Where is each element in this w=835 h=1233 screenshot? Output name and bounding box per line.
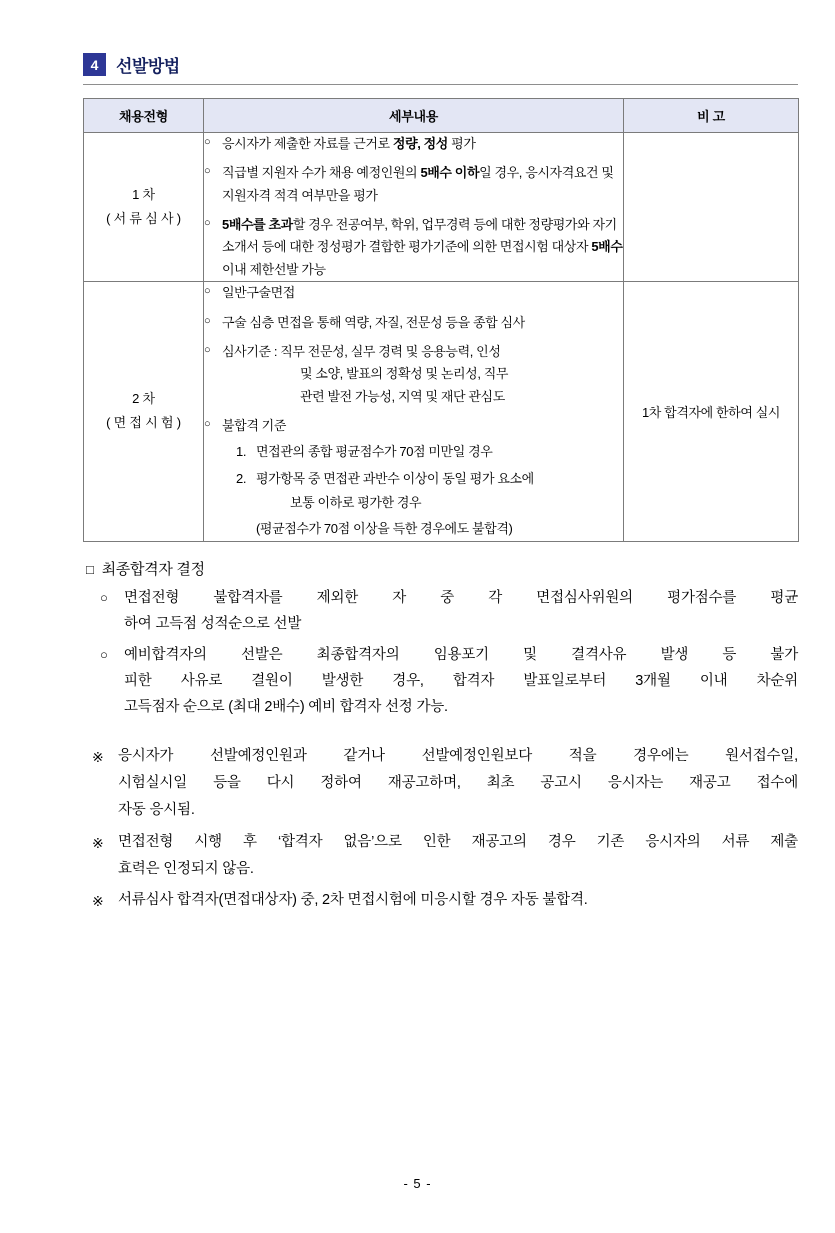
final-item-2-line3: 고득점자 순으로 (최대 2배수) 예비 합격자 선정 가능. <box>124 699 448 716</box>
item-text-post: 일 경우, 응시자격요건 및 지원자격 적격 여부만을 평가 <box>222 165 614 203</box>
final-item-1-line1: ○ 면접전형 불합격자를 제외한 자 중 각 면접심사위원의 평가점수를 평균 <box>124 589 798 606</box>
stage-1-label <box>84 133 204 282</box>
column-header-type: 채용전형 <box>84 99 204 133</box>
stage-2-line2: ( 면 접 시 험 ) <box>106 415 181 431</box>
item-text-bold: 5배수를 초과 <box>222 217 293 233</box>
list-item <box>236 468 623 515</box>
selection-method-table <box>83 98 799 542</box>
list-item <box>204 133 623 155</box>
list-item <box>204 162 623 207</box>
section-title: 선발방법 <box>116 57 180 76</box>
stage-2-line1: 2 차 <box>132 391 155 407</box>
final-item <box>86 585 798 638</box>
list-item: 면접관의 종합 평균점수가 70점 미만일 경우 <box>256 444 493 460</box>
column-header-remarks: 비 고 <box>624 99 799 133</box>
note-1-line1: ※ 응시자가 선발예정인원과 같거나 선발예정인원보다 적을 경우에는 원서접수일, <box>118 747 798 764</box>
square-bullet-icon: □ <box>86 561 94 577</box>
list-item <box>204 415 623 541</box>
note-2-line1: ※ 면접전형 시행 후 ‘합격자 없음’으로 인한 재공고의 경우 기존 응시자의 서류 제출 <box>118 833 798 850</box>
note-item <box>86 743 798 824</box>
stage-1-line2: ( 서 류 심 사 ) <box>106 211 181 227</box>
criteria-line2: 및 소양, 발표의 정확성 및 논리성, 직무 <box>300 366 509 382</box>
note-item <box>86 829 798 883</box>
final-selection-heading <box>86 558 798 579</box>
stage-1-details <box>204 133 624 282</box>
note-1-line3: 자동 응시됨. <box>118 801 195 818</box>
item-text-post: 평가 <box>447 136 476 151</box>
item-text-bold2: 5배수 <box>591 239 623 255</box>
list-item <box>204 341 623 408</box>
list-item <box>204 214 623 281</box>
document-page <box>0 52 835 1233</box>
criteria-line1: 심사기준 : 직무 전문성, 실무 경력 및 응용능력, 인성 <box>222 343 501 359</box>
fail-criteria-2-line1: 평가항목 중 면접관 과반수 이상이 동일 평가 요소에 <box>256 470 534 486</box>
final-selection-section <box>86 558 798 915</box>
final-item-2-line2: 피한 사유로 결원이 발생한 경우, 합격자 발표일로부터 3개월 이내 차순위 <box>124 672 798 689</box>
stage-2-remarks: 1차 합격자에 한하여 실시 <box>624 282 799 542</box>
section-number-badge: 4 <box>83 53 106 76</box>
note-2-line2: 효력은 인정되지 않음. <box>118 860 254 877</box>
list-item: ○ 구술 심층 면접을 통해 역량, 자질, 전문성 등을 종합 심사 <box>204 312 623 334</box>
fail-criteria-list <box>222 441 623 514</box>
fail-criteria-paren-note: (평균점수가 70점 이상을 득한 경우에도 불합격) <box>256 521 513 537</box>
heading-divider <box>83 84 798 85</box>
section-heading <box>83 52 787 77</box>
fail-criteria-label: 불합격 기준 <box>222 417 287 433</box>
note-3-line1: ※ 서류심사 합격자(면접대상자) 중, 2차 면접시험에 미응시할 경우 자동 불합격. <box>118 892 588 909</box>
note-1-line2: 시험실시일 등을 다시 정하여 재공고하며, 최초 공고시 응시자는 재공고 접수에 <box>118 774 798 791</box>
stage-1-remarks <box>624 133 799 282</box>
stage-1-list <box>204 133 623 281</box>
fail-criteria-2-line2: 보통 이하로 평가한 경우 <box>290 495 422 511</box>
table-header-row <box>84 99 799 133</box>
stage-2-details <box>204 282 624 542</box>
final-item-2-line1: ○ 예비합격자의 선발은 최종합격자의 임용포기 및 결격사유 발생 등 불가 <box>124 646 798 663</box>
section-spacer <box>86 725 798 743</box>
final-item <box>86 642 798 721</box>
list-item: ○ 일반구술면접 <box>204 282 623 304</box>
item-text-bold: 5배수 이하 <box>420 165 480 181</box>
note-item <box>86 887 798 914</box>
table-row <box>84 133 799 282</box>
final-item-1-line2: 하여 고득점 성적순으로 선발 <box>124 616 302 633</box>
table-row <box>84 282 799 542</box>
item-text-post: 할 경우 전공여부, 학위, 업무경력 등에 대한 정량평가와 자기소개서 등에 대한 정성평가 결합한 평가기준에 의한 면접시험 대상자 <box>222 217 617 255</box>
item-text-pre: 직급별 지원자 수가 채용 예정인원의 <box>222 165 421 181</box>
item-text-pre: 응시자가 제출한 자료를 근거로 <box>222 136 393 151</box>
page-number: - 5 - <box>403 1176 432 1191</box>
item-text-post2: 이내 제한선발 가능 <box>222 261 326 277</box>
item-text-bold: 정량, 정성 <box>392 136 448 151</box>
stage-2-list <box>204 282 623 541</box>
stage-1-line1: 1 차 <box>132 187 155 203</box>
criteria-line3: 관련 발전 가능성, 지역 및 재단 관심도 <box>300 388 505 404</box>
stage-2-label <box>84 282 204 542</box>
column-header-details: 세부내용 <box>204 99 624 133</box>
final-selection-heading-text: 최종합격자 결정 <box>101 560 205 578</box>
